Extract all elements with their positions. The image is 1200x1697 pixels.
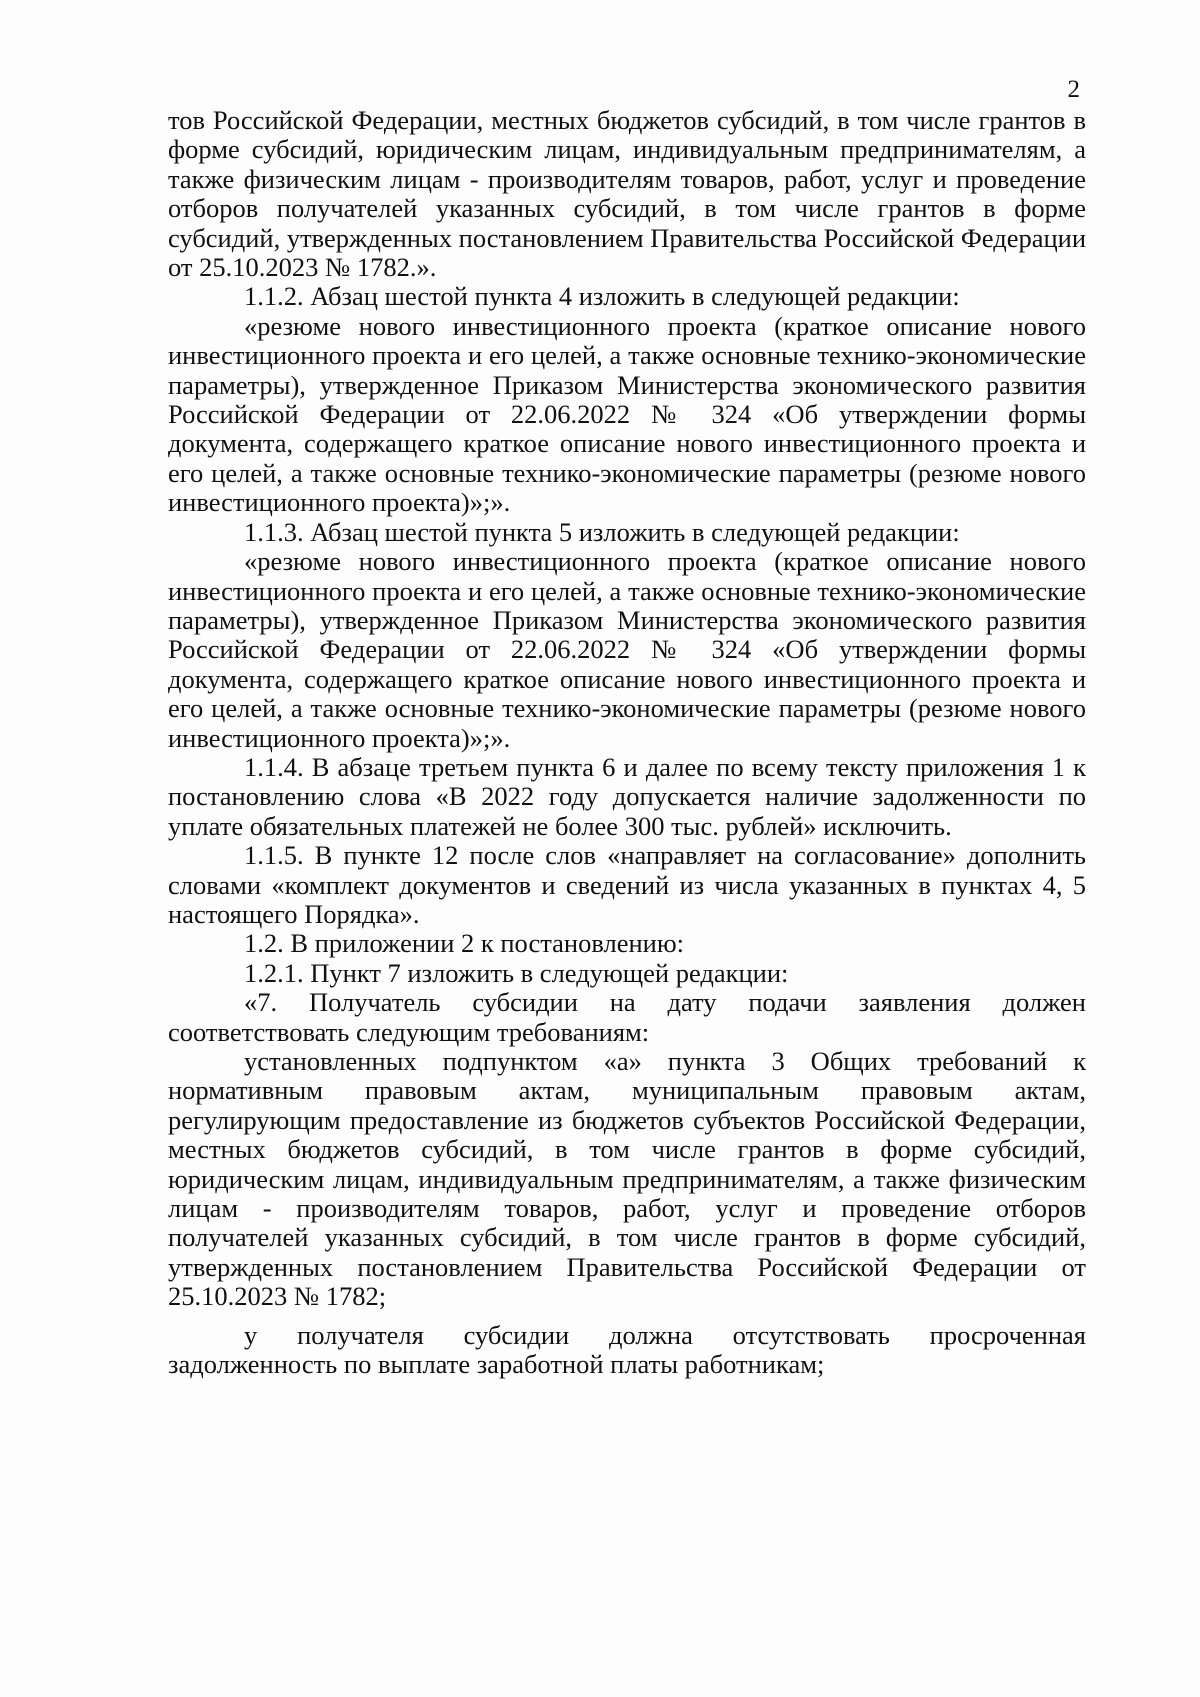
paragraph: установленных подпунктом «а» пункта 3 Общих требований к нормативным правовым актам, муниципальным правовым актам, регулирующим предоставление из бюджетов субъектов Российской Федерации, местных бюджетов субсидий, в том числе грантов в форме субсидий, юридическим лицам, индивидуальным предпринимателям, а также физическим лицам - производителям товаров, работ, услуг и проведение отборов получателей указанных субсидий, в том числе грантов в форме субсидий, утвержденных постановлением Правительства Российской Федерации от 25.10.2023 № 1782;: [168, 1046, 1086, 1312]
paragraph: «резюме нового инвестиционного проекта (краткое описание нового инвестиционного проекта и его целей, а также основные технико-экономические параметры), утвержденное Приказом Министерства экономического развития Российской Федерации от 22.06.2022 № 324 «Об утверждении формы документа, содержащего краткое описание нового инвестиционного проекта и его целей, а также основные технико-экономические параметры (резюме нового инвестиционного проекта)»;».: [168, 546, 1086, 753]
paragraph: 1.1.4. В абзаце третьем пункта 6 и далее по всему тексту приложения 1 к постановлению слова «В 2022 году допускается наличие задолженности по уплате обязательных платежей не более 300 тыс. рублей» исключить.: [168, 751, 1086, 841]
paragraph: 1.1.5. В пункте 12 после слов «направляет на согласование» дополнить словами «комплект документов и сведений из числа указанных в пунктах 4, 5 настоящего Порядка».: [168, 840, 1086, 929]
paragraph: у получателя субсидии должна отсутствовать просроченная задолженность по выплате заработной платы работникам;: [168, 1319, 1086, 1380]
paragraph: 1.2.1. Пункт 7 изложить в следующей редакции:: [244, 957, 789, 988]
paragraph: тов Российской Федерации, местных бюджетов субсидий, в том числе грантов в форме субсидий, юридическим лицам, индивидуальным предпринимателям, а также физическим лицам - производителям товаров, работ, услуг и проведение отборов получателей указанных субсидий, в том числе грантов в форме субсидий, утвержденных постановлением Правительства Российской Федерации от 25.10.2023 № 1782.».: [168, 105, 1087, 283]
document-body: [168, 106, 1086, 1379]
paragraph: 1.1.3. Абзац шестой пункта 5 изложить в следующей редакции:: [244, 516, 960, 547]
paragraph: 1.1.2. Абзац шестой пункта 4 изложить в следующей редакции:: [244, 281, 960, 312]
paragraph: «7. Получатель субсидии на дату подачи заявления должен соответствовать следующим требованиям:: [168, 987, 1086, 1047]
paragraph: 1.2. В приложении 2 к постановлению:: [244, 928, 684, 959]
page-number: 2: [1067, 76, 1080, 103]
paragraph: «резюме нового инвестиционного проекта (краткое описание нового инвестиционного проекта и его целей, а также основные технико-экономические параметры), утвержденное Приказом Министерства экономического развития Российской Федерации от 22.06.2022 № 324 «Об утверждении формы документа, содержащего краткое описание нового инвестиционного проекта и его целей, а также основные технико-экономические параметры (резюме нового инвестиционного проекта)»;».: [168, 310, 1086, 518]
